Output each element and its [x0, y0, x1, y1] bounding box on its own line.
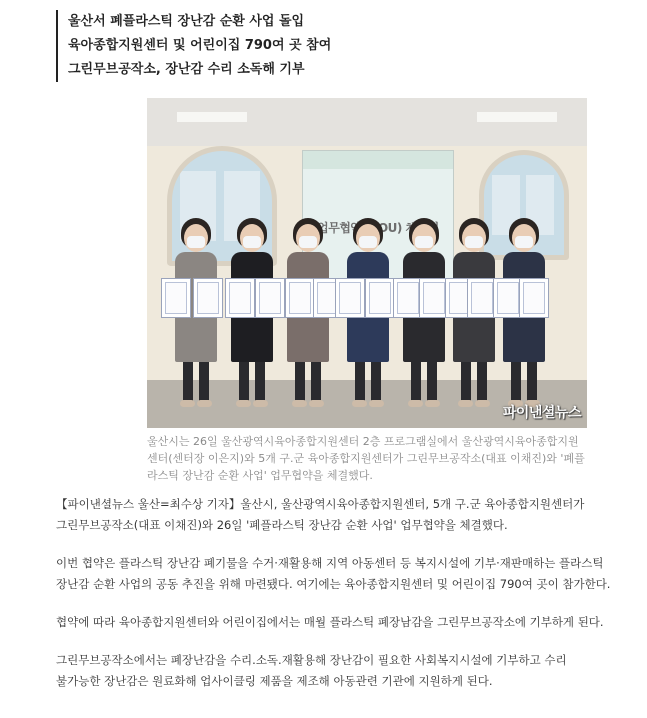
- photo-watermark: 파이낸셜뉴스: [502, 405, 581, 421]
- agreement-document: [255, 278, 285, 318]
- article-body: [56, 494, 636, 709]
- article-photo: [147, 98, 587, 428]
- article-paragraph-3: 협약에 따라 육아종합지원센터와 어린이집에서는 매월 플라스틱 폐장남감을 그린무브공작소에 기부하게 된다.: [56, 615, 604, 629]
- article-paragraph-1: 【파이낸셜뉴스 울산=최수상 기자】울산시, 울산광역시육아종합지원센터, 5개 구.군 육아종합지원센터가 그린무브공작소(대표 이채진)와 26일 '폐플라스틱 장난감 순환 사업' 업무협약을 체결했다.: [56, 497, 585, 532]
- agreement-document: [285, 278, 315, 318]
- subheading-1: 울산서 폐플라스틱 장난감 순환 사업 돌입: [68, 14, 305, 29]
- arched-window-left: [167, 146, 277, 266]
- agreement-document: [365, 278, 395, 318]
- subheading-block: [56, 10, 331, 82]
- subheading-3: 그린무브공작소, 장난감 수리 소독해 기부: [68, 62, 305, 77]
- agreement-document: [225, 278, 255, 318]
- ceiling-light: [477, 112, 557, 122]
- photo-caption: 울산시는 26일 울산광역시육아종합지원센터 2층 프로그램실에서 울산광역시육아종합지원센터(센터장 이은지)와 5개 구.군 육아종합지원센터가 그린무브공작소(대표 이채진)와 '폐플라스틱 장난감 순환 사업' 업무협약을 체결했다.: [147, 435, 585, 482]
- ceiling-light: [177, 112, 247, 122]
- agreement-document: [519, 278, 549, 318]
- agreement-document: [193, 278, 223, 318]
- agreement-document: [161, 278, 191, 318]
- article-paragraph-2: 이번 협약은 플라스틱 장난감 폐기물을 수거·재활용해 지역 아동센터 등 복지시설에 기부·재판매하는 플라스틱 장난감 순환 사업의 공동 추진을 위해 마련됐다. 여기에는 육아종합지원센터 및 어린이집 790여 곳이 참가한다.: [56, 556, 611, 591]
- photo-ceiling: [147, 98, 587, 146]
- article-paragraph-4: 그린무브공작소에서는 폐장난감을 수리.소독.재활용해 장난감이 필요한 사회복지시설에 기부하고 수리 불가능한 장난감은 원료화해 업사이클링 제품을 제조해 아동관련 기관에 지원하게 된다.: [56, 653, 567, 688]
- agreement-document: [335, 278, 365, 318]
- subheading-2: 육아종합지원센터 및 어린이집 790여 곳 참여: [68, 38, 332, 53]
